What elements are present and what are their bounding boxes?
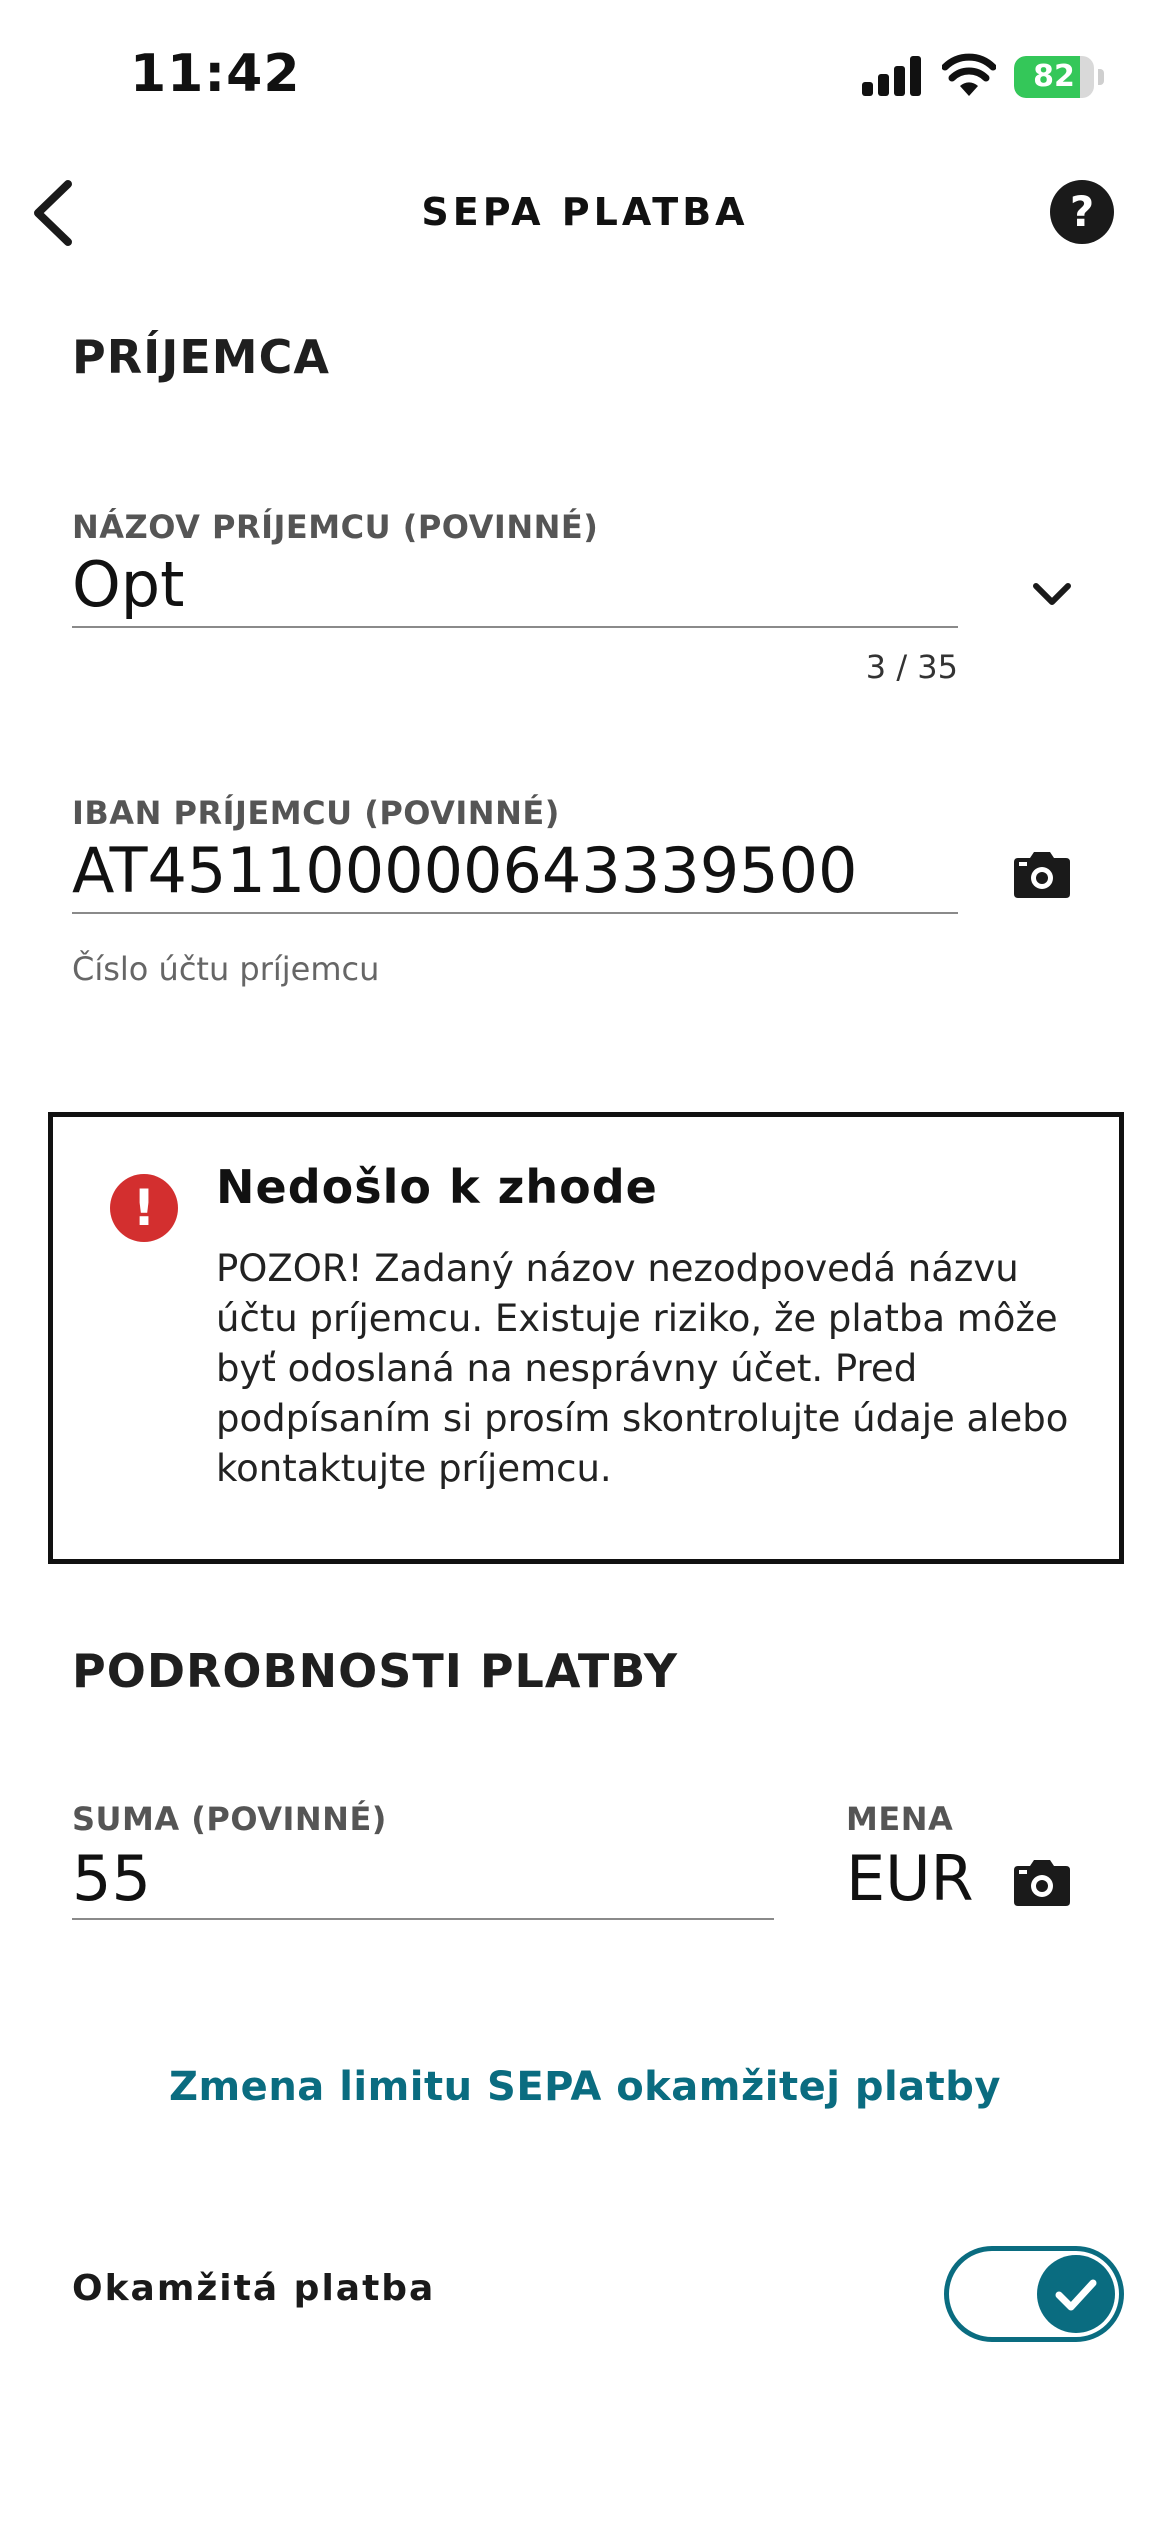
iban-hint: Číslo účtu príjemcu <box>72 950 380 988</box>
recipient-name-counter: 3 / 35 <box>865 648 958 686</box>
check-icon <box>1037 2255 1115 2333</box>
currency-label: MENA <box>846 1800 954 1838</box>
status-time: 11:42 <box>130 44 301 104</box>
cellular-signal-icon <box>862 56 922 96</box>
warning-title: Nedošlo k zhode <box>216 1160 658 1214</box>
instant-payment-label: Okamžitá platba <box>72 2268 436 2309</box>
recipient-name-label: NÁZOV PRÍJEMCU (POVINNÉ) <box>72 508 599 546</box>
payment-section-title: PODROBNOSTI PLATBY <box>72 1644 679 1698</box>
recipient-name-input[interactable]: Opt <box>72 548 185 621</box>
help-icon[interactable]: ? <box>1050 180 1114 244</box>
iban-underline <box>72 912 958 914</box>
recipient-section-title: PRÍJEMCA <box>72 330 330 384</box>
iban-input[interactable]: AT451100000643339500 <box>72 834 858 907</box>
iban-label: IBAN PRÍJEMCU (POVINNÉ) <box>72 794 560 832</box>
page-title: SEPA PLATBA <box>421 190 749 234</box>
chevron-down-icon[interactable] <box>1030 572 1074 616</box>
battery-icon <box>1014 56 1104 98</box>
instant-payment-toggle[interactable] <box>944 2246 1124 2342</box>
sepa-limit-link[interactable]: Zmena limitu SEPA okamžitej platby <box>169 2064 1001 2110</box>
camera-icon[interactable] <box>1010 1858 1074 1908</box>
error-icon: ! <box>110 1174 178 1242</box>
toggle-knob <box>1037 2255 1115 2333</box>
camera-icon[interactable] <box>1010 850 1074 900</box>
amount-label: SUMA (POVINNÉ) <box>72 1800 387 1838</box>
wifi-icon <box>942 52 996 98</box>
amount-underline <box>72 1918 774 1920</box>
warning-text: POZOR! Zadaný názov nezodpovedá názvu účtu príjemcu. Existuje riziko, že platba môže byť odoslaná na nesprávny účet. Pred podpísaním si prosím skontrolujte údaje alebo kontaktujte príjemcu. <box>216 1247 1069 1490</box>
recipient-name-underline <box>72 626 958 628</box>
amount-input[interactable]: 55 <box>72 1842 151 1915</box>
battery-level: 82 <box>1033 59 1075 94</box>
currency-value[interactable]: EUR <box>846 1842 974 1915</box>
